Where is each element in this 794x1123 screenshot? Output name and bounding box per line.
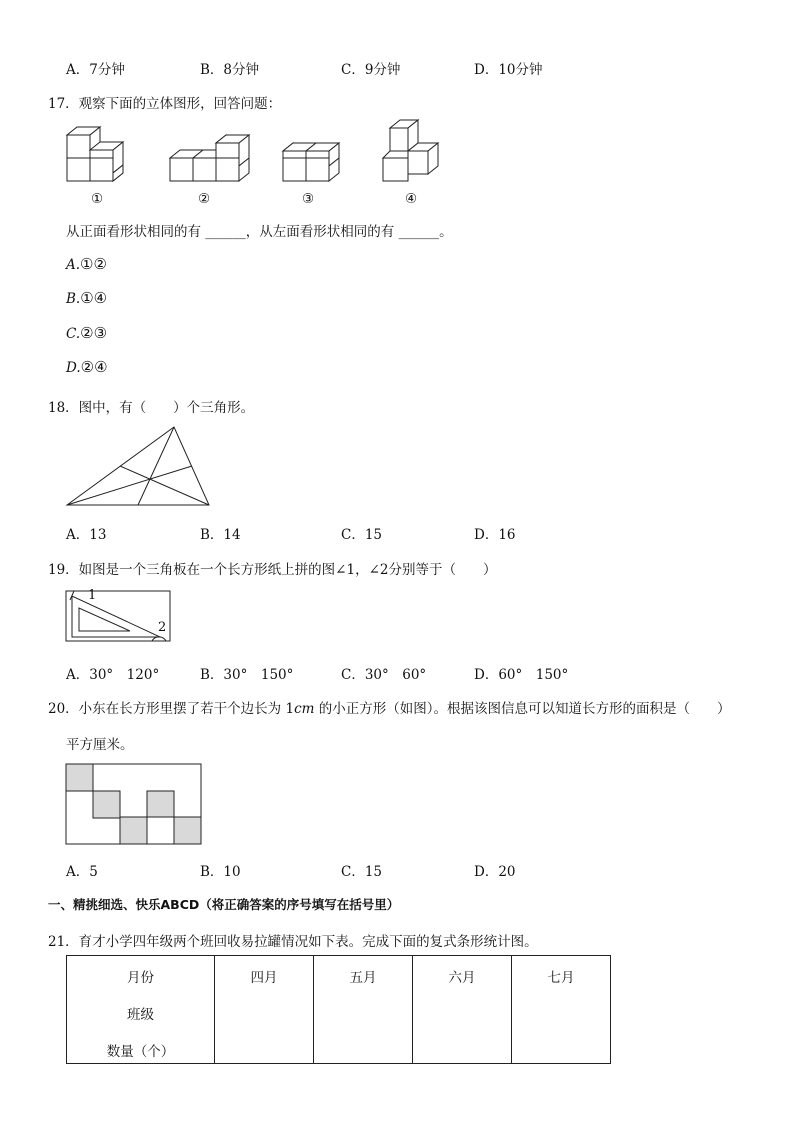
option-letter: B. — [66, 291, 81, 307]
section-heading: 一、精挑细选、快乐ABCD（将正确答案的序号填写在括号里） — [48, 897, 400, 912]
q21-month-col — [512, 956, 611, 1064]
q17-figure-label-3: ③ — [302, 191, 315, 207]
q19-option-b: B．30° 150° — [200, 667, 294, 683]
q18-option-a: A．13 — [66, 527, 107, 543]
q20-stem-line2: 平方厘米。 — [66, 737, 134, 753]
q21-month-col — [215, 956, 314, 1064]
q20-stem-unit: cm — [294, 701, 315, 717]
q19-angle-label-2: 2 — [158, 620, 167, 635]
q20-option-a: A．5 — [66, 864, 98, 880]
q17-figure-label-4: ④ — [405, 191, 418, 207]
q21-month-col — [314, 956, 413, 1064]
q18-option-b: B．14 — [200, 527, 241, 543]
q18-option-c: C．15 — [341, 527, 383, 543]
month-label: 四月 — [250, 970, 278, 986]
q19-option-a: A．30° 120° — [66, 667, 160, 683]
header-month-label: 月份 — [127, 970, 154, 986]
q21-stem: 21．育才小学四年级两个班回收易拉罐情况如下表。完成下面的复式条形统计图。 — [48, 934, 538, 950]
q17-figure-label-2: ② — [198, 191, 211, 207]
q20-option-d: D．20 — [474, 864, 516, 880]
q19-option-d: D．60° 150° — [474, 667, 569, 683]
q21-month-col — [413, 956, 512, 1064]
option-text: ①② — [80, 255, 107, 273]
q21-table — [66, 955, 611, 1064]
q20-option-b: B．10 — [200, 864, 241, 880]
option-text: ①④ — [80, 289, 108, 307]
q16-option-c: C．9分钟 — [341, 62, 401, 78]
option-text: ②③ — [80, 324, 108, 342]
option-letter: A. — [66, 257, 81, 273]
option-letter: C. — [66, 326, 81, 342]
q19-option-c: C．30° 60° — [341, 667, 427, 683]
header-quantity-label: 数量（个） — [106, 1044, 175, 1060]
q21-header-cell — [67, 956, 215, 1064]
month-label: 七月 — [547, 970, 575, 986]
q17-stem: 17．观察下面的立体图形，回答问题： — [48, 96, 282, 112]
q16-option-d: D．10分钟 — [474, 62, 543, 78]
month-label: 六月 — [448, 970, 476, 986]
q16-option-b: B．8分钟 — [200, 62, 260, 78]
q20-stem-part2: 的小正方形（如图）。根据该图信息可以知道长方形的面积是（ ） — [314, 701, 731, 717]
q20-option-c: C．15 — [341, 864, 383, 880]
q17-figure-label-1: ① — [91, 191, 104, 207]
q19-angle-label-1: 1 — [88, 588, 97, 603]
q19-stem: 19．如图是一个三角板在一个长方形纸上拼的图∠1，∠2分别等于（ ） — [48, 562, 497, 578]
option-text: ②④ — [80, 358, 108, 376]
q18-stem: 18．图中，有（ ）个三角形。 — [48, 400, 255, 416]
q20-stem-part1: 20．小东在长方形里摆了若干个边长为 1 — [48, 701, 295, 717]
q16-option-a: A．7分钟 — [66, 62, 125, 78]
q17-question: 从正面看形状相同的有 ______，从左面看形状相同的有 ______。 — [66, 224, 453, 240]
month-label: 五月 — [349, 970, 377, 986]
option-letter: D. — [66, 360, 81, 376]
q18-option-d: D．16 — [474, 527, 516, 543]
header-class-label: 班级 — [127, 1007, 154, 1023]
